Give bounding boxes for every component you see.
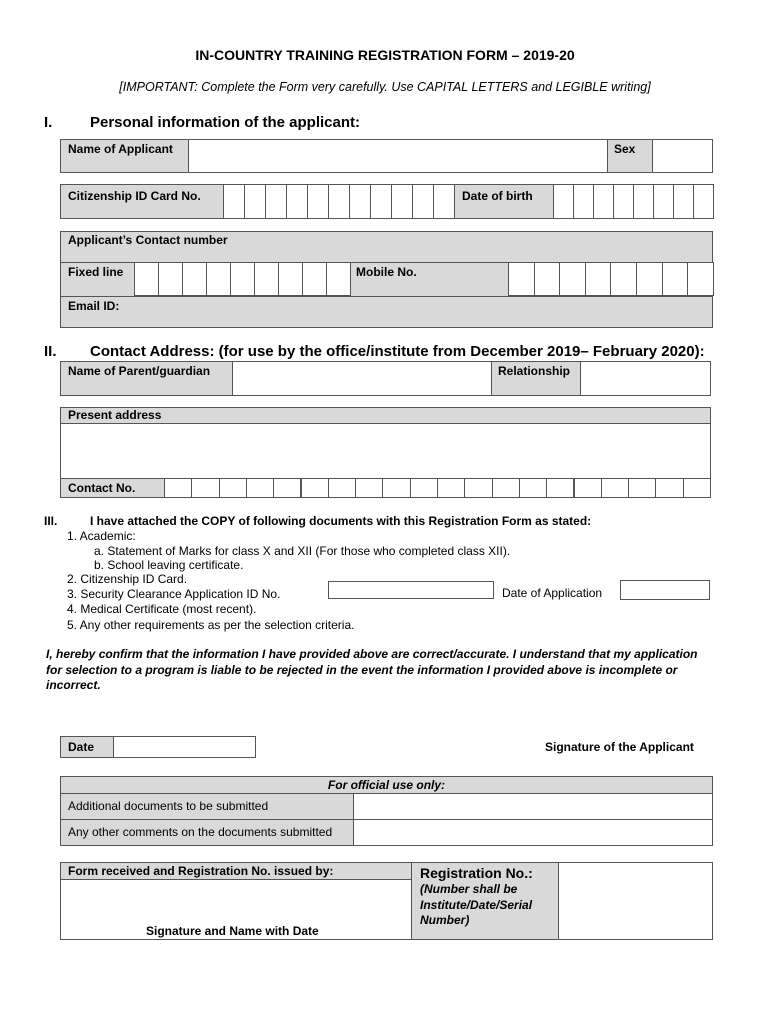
char-box[interactable] bbox=[546, 478, 574, 498]
char-box[interactable] bbox=[636, 262, 663, 296]
char-box[interactable] bbox=[613, 184, 634, 219]
received-heading: Form received and Registration No. issued by: bbox=[68, 864, 334, 878]
char-box[interactable] bbox=[519, 478, 547, 498]
char-box[interactable] bbox=[301, 478, 329, 498]
char-box[interactable] bbox=[673, 184, 694, 219]
section1-number: I. bbox=[44, 114, 53, 131]
doc-item-2: 2. Citizenship ID Card. bbox=[67, 572, 188, 586]
char-box[interactable] bbox=[693, 184, 714, 219]
contact-number-label: Applicant’s Contact number bbox=[68, 233, 228, 247]
char-box[interactable] bbox=[585, 262, 612, 296]
section2-heading: Contact Address: (for use by the office/institute from December 2019– February 2020): bbox=[90, 343, 705, 360]
section3-heading: I have attached the COPY of following documents with this Registration Form as stated: bbox=[90, 514, 592, 528]
char-box[interactable] bbox=[653, 184, 674, 219]
char-box[interactable] bbox=[391, 184, 413, 219]
char-box[interactable] bbox=[254, 262, 279, 296]
contact-no-label: Contact No. bbox=[68, 481, 136, 495]
char-box[interactable] bbox=[158, 262, 183, 296]
registration-heading: Registration No.: bbox=[420, 865, 533, 881]
char-box[interactable] bbox=[164, 478, 192, 498]
char-box[interactable] bbox=[593, 184, 614, 219]
char-box[interactable] bbox=[307, 184, 329, 219]
char-box[interactable] bbox=[273, 478, 301, 498]
official-heading: For official use only: bbox=[327, 778, 446, 792]
char-box[interactable] bbox=[687, 262, 714, 296]
signature-applicant-label: Signature of the Applicant bbox=[545, 740, 694, 754]
section2-number: II. bbox=[44, 343, 57, 360]
char-box[interactable] bbox=[573, 184, 594, 219]
present-address-input[interactable] bbox=[60, 423, 711, 479]
char-box[interactable] bbox=[601, 478, 629, 498]
sex-label: Sex bbox=[614, 142, 636, 156]
char-box[interactable] bbox=[219, 478, 247, 498]
char-box[interactable] bbox=[655, 478, 683, 498]
date-of-application-input[interactable] bbox=[620, 580, 710, 600]
char-box[interactable] bbox=[412, 184, 434, 219]
section3-number: III. bbox=[44, 514, 58, 528]
instruction-text: [IMPORTANT: Complete the Form very carefully. Use CAPITAL LETTERS and LEGIBLE writing] bbox=[119, 80, 651, 94]
relationship-input[interactable] bbox=[580, 361, 711, 396]
char-box[interactable] bbox=[286, 184, 308, 219]
section1-heading: Personal information of the applicant: bbox=[90, 114, 361, 131]
email-label: Email ID: bbox=[68, 299, 120, 313]
divider bbox=[60, 296, 713, 297]
char-box[interactable] bbox=[349, 184, 371, 219]
parent-input[interactable] bbox=[232, 361, 492, 396]
char-box[interactable] bbox=[559, 262, 586, 296]
char-box[interactable] bbox=[553, 184, 574, 219]
fixed-line-label: Fixed line bbox=[68, 265, 124, 279]
doc-item-5: 5. Any other requirements as per the selection criteria. bbox=[67, 618, 355, 632]
relationship-label: Relationship bbox=[498, 364, 571, 378]
char-box[interactable] bbox=[302, 262, 327, 296]
char-box[interactable] bbox=[683, 478, 711, 498]
doc-item-4: 4. Medical Certificate (most recent). bbox=[67, 602, 257, 616]
dob-label: Date of birth bbox=[462, 189, 533, 203]
registration-number-input[interactable] bbox=[558, 862, 713, 940]
char-box[interactable] bbox=[244, 184, 266, 219]
name-label: Name of Applicant bbox=[68, 142, 173, 156]
security-clearance-input[interactable] bbox=[328, 581, 494, 599]
char-box[interactable] bbox=[464, 478, 492, 498]
char-box[interactable] bbox=[328, 478, 356, 498]
char-box[interactable] bbox=[355, 478, 383, 498]
char-box[interactable] bbox=[410, 478, 438, 498]
other-comments-label: Any other comments on the documents submitted bbox=[68, 825, 333, 839]
char-box[interactable] bbox=[206, 262, 231, 296]
other-comments-input[interactable] bbox=[353, 819, 713, 846]
char-box[interactable] bbox=[230, 262, 255, 296]
char-box[interactable] bbox=[382, 478, 410, 498]
char-box[interactable] bbox=[191, 478, 219, 498]
date-of-application-label: Date of Application bbox=[502, 586, 603, 600]
date-label: Date bbox=[68, 740, 95, 754]
additional-docs-input[interactable] bbox=[353, 793, 713, 820]
mobile-label: Mobile No. bbox=[356, 265, 417, 279]
present-address-label: Present address bbox=[68, 408, 162, 422]
doc-item-1a: a. Statement of Marks for class X and XII (For those who completed class XII). bbox=[94, 544, 511, 558]
char-box[interactable] bbox=[433, 184, 455, 219]
doc-item-1: 1. Academic: bbox=[67, 529, 136, 543]
name-input[interactable] bbox=[188, 139, 608, 173]
char-box[interactable] bbox=[574, 478, 602, 498]
char-box[interactable] bbox=[326, 262, 351, 296]
char-box[interactable] bbox=[328, 184, 350, 219]
char-box[interactable] bbox=[182, 262, 207, 296]
cid-label: Citizenship ID Card No. bbox=[68, 189, 201, 203]
char-box[interactable] bbox=[370, 184, 392, 219]
char-box[interactable] bbox=[508, 262, 535, 296]
char-box[interactable] bbox=[437, 478, 465, 498]
char-box[interactable] bbox=[633, 184, 654, 219]
char-box[interactable] bbox=[278, 262, 303, 296]
char-box[interactable] bbox=[265, 184, 287, 219]
char-box[interactable] bbox=[246, 478, 274, 498]
char-box[interactable] bbox=[628, 478, 656, 498]
doc-item-1b: b. School leaving certificate. bbox=[94, 558, 244, 572]
char-box[interactable] bbox=[492, 478, 520, 498]
doc-item-3: 3. Security Clearance Application ID No. bbox=[67, 587, 281, 601]
char-box[interactable] bbox=[610, 262, 637, 296]
sex-input[interactable] bbox=[652, 139, 713, 173]
declaration-text: I, hereby confirm that the information I have provided above are correct/accurate. I understand that my application for selection to a program is liable to be rejected in the event the information I provided above is incomplete or incorrect. bbox=[46, 647, 698, 692]
char-box[interactable] bbox=[534, 262, 561, 296]
registration-note: (Number shall be Institute/Date/Serial Number) bbox=[420, 882, 533, 927]
signature-name-date-label: Signature and Name with Date bbox=[146, 924, 319, 938]
page-title: IN-COUNTRY TRAINING REGISTRATION FORM – 2019-20 bbox=[195, 47, 575, 63]
date-input[interactable] bbox=[113, 736, 256, 758]
char-box[interactable] bbox=[662, 262, 689, 296]
char-box[interactable] bbox=[223, 184, 245, 219]
parent-label: Name of Parent/guardian bbox=[68, 364, 211, 378]
additional-docs-label: Additional documents to be submitted bbox=[68, 799, 269, 813]
char-box[interactable] bbox=[134, 262, 159, 296]
